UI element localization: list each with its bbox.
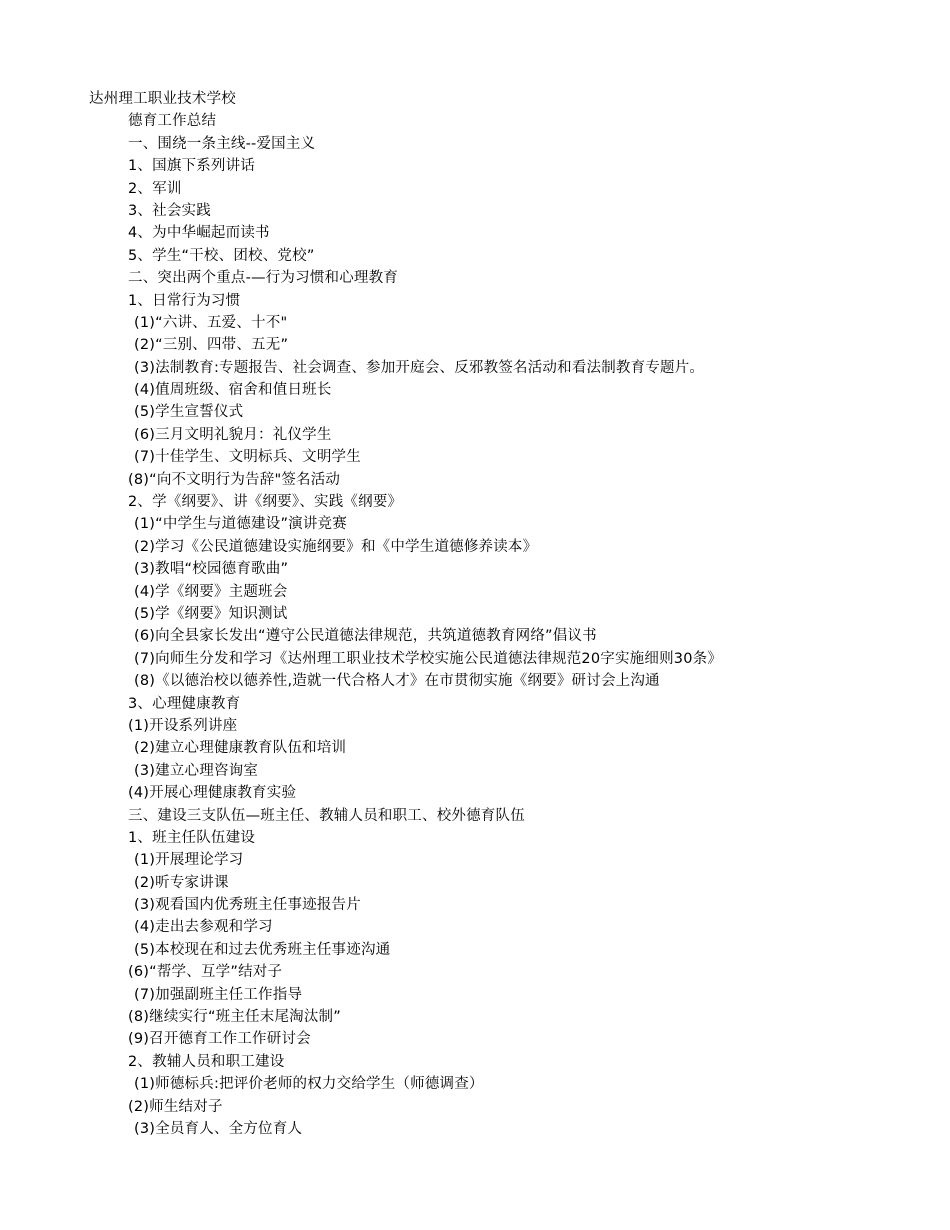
- document-line: (8)《以德治校以德养性,造就一代合格人才》在市贯彻实施《纲要》研讨会上沟通: [134, 673, 660, 690]
- document-line: (4)值周班级、宿舍和值日班长: [134, 382, 332, 399]
- document-line: 1、国旗下系列讲话: [128, 158, 256, 175]
- document-line: (5)学《纲要》知识测试: [134, 605, 288, 622]
- document-line: (4)走出去参观和学习: [134, 919, 273, 936]
- document-line: (1)“中学生与道德建设”演讲竞赛: [134, 516, 347, 533]
- document-line: 2、军训: [128, 180, 182, 197]
- document-line: (8)继续实行“班主任末尾淘汰制”: [128, 1009, 341, 1026]
- document-line: (2)师生结对子: [128, 1098, 223, 1115]
- document-body: [0, 88, 950, 1140]
- document-line: 3、心理健康教育: [128, 695, 241, 712]
- document-line: (9)召开德育工作工作研讨会: [128, 1031, 311, 1048]
- document-line: (6)向全县家长发出“遵守公民道德法律规范，共筑道德教育网络”倡议书: [134, 628, 597, 645]
- document-line: 5、学生“干校、团校、党校”: [128, 247, 315, 264]
- document-line: 1、班主任队伍建设: [128, 829, 256, 846]
- document-line: 2、学《纲要》、讲《纲要》、实践《纲要》: [128, 494, 403, 511]
- document-line: (4)学《纲要》主题班会: [134, 583, 288, 600]
- document-line: 1、日常行为习惯: [128, 292, 241, 309]
- document-line: (8)“向不文明行为告辞"签名活动: [128, 471, 341, 488]
- document-title: 达州理工职业技术学校: [89, 91, 236, 107]
- document-line: 3、社会实践: [128, 202, 211, 219]
- document-line: 一、围绕一条主线--爱国主义: [128, 135, 316, 152]
- document-line: (3)教唱“校园德育歌曲”: [134, 561, 289, 578]
- document-line: (4)开展心理健康教育实验: [128, 785, 297, 802]
- document-line: (1)开展理论学习: [134, 852, 244, 869]
- document-line: (7)加强副班主任工作指导: [134, 986, 303, 1003]
- document-line: (1)开设系列讲座: [128, 717, 238, 734]
- document-line: (3)建立心理咨询室: [134, 762, 259, 779]
- document-line: (2)“三别、四带、五无”: [134, 337, 289, 354]
- document-line: (5)学生宣誓仪式: [134, 404, 244, 421]
- document-line: 2、教辅人员和职工建设: [128, 1053, 285, 1070]
- document-line: (1)“六讲、五爱、十不": [134, 314, 288, 331]
- document-line: 三、建设三支队伍—班主任、教辅人员和职工、校外德育队伍: [128, 807, 525, 824]
- document-line: (2)学习《公民道德建设实施纲要》和《中学生道德修养读本》: [134, 538, 538, 555]
- document-line: (2)建立心理健康教育队伍和培训: [134, 740, 347, 757]
- document-line: (6)三月文明礼貌月：礼仪学生: [134, 426, 332, 443]
- document-line: (6)“帮学、互学”结对子: [128, 964, 283, 981]
- document-line: (5)本校现在和过去优秀班主任事迹沟通: [134, 941, 391, 958]
- document-line: (7)十佳学生、文明标兵、文明学生: [134, 449, 361, 466]
- document-line: (7)向师生分发和学习《达州理工职业技术学校实施公民道德法律规范20字实施细则30条》: [134, 650, 723, 667]
- document-line: (3)观看国内优秀班主任事迹报告片: [134, 897, 361, 914]
- document-line: 二、突出两个重点-—行为习惯和心理教育: [128, 270, 399, 287]
- document-line: (2)听专家讲课: [134, 874, 229, 891]
- document-line: (1)师德标兵:把评价老师的权力交给学生（师德调查）: [134, 1076, 484, 1093]
- document-line: (3)法制教育:专题报告、社会调查、参加开庭会、反邪教签名活动和看法制教育专题片。: [134, 359, 705, 376]
- document-line: 4、为中华崛起而读书: [128, 225, 270, 242]
- document-line: (3)全员育人、全方位育人: [134, 1120, 303, 1137]
- document-subtitle: 德育工作总结: [128, 113, 217, 130]
